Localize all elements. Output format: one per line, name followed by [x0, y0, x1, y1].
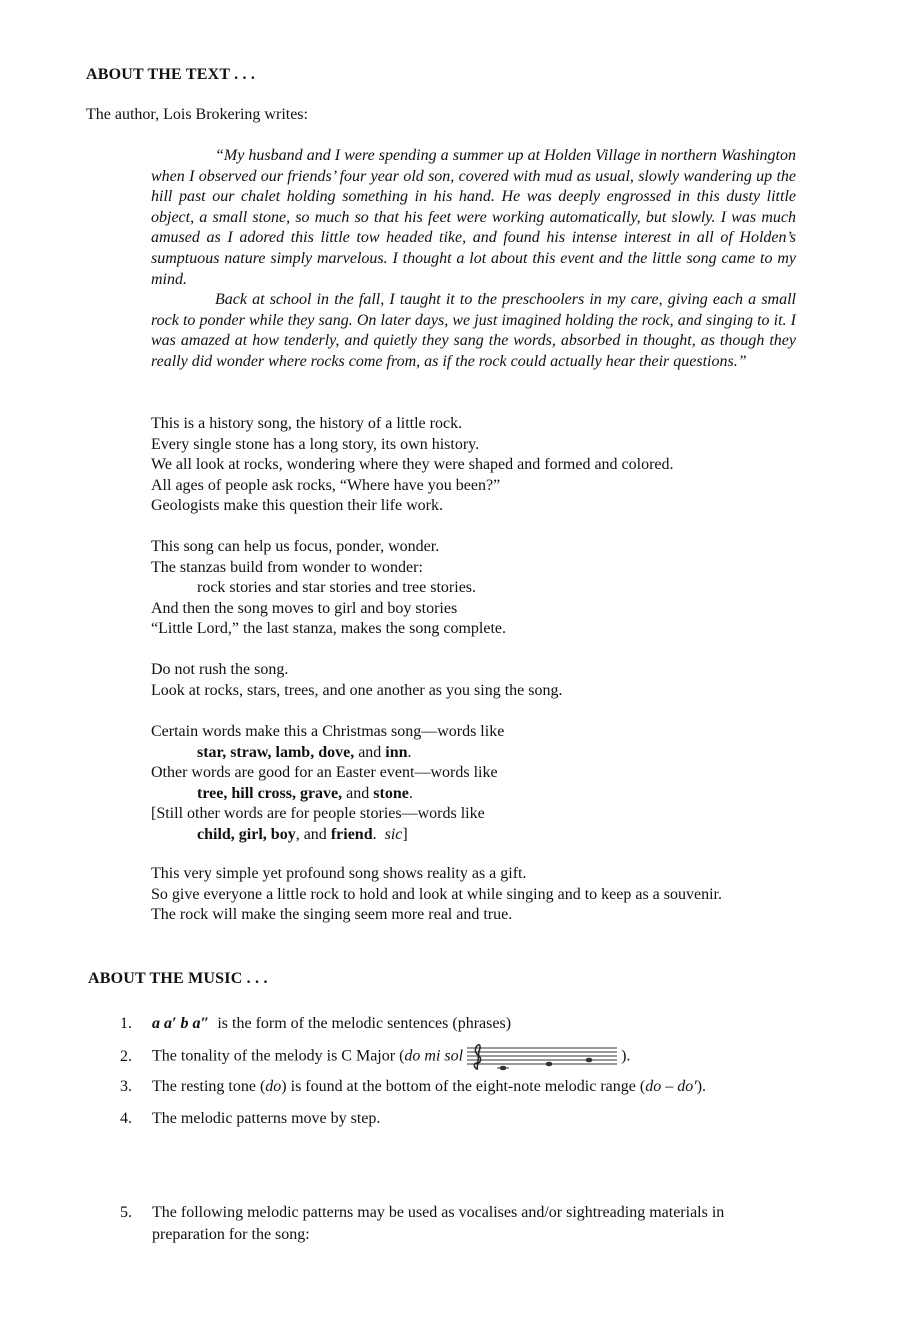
- list-item: [120, 1202, 820, 1246]
- easter-words-line: tree, hill cross, grave, and stone.: [197, 784, 413, 802]
- keyword: lamb: [275, 743, 311, 761]
- form-letters: a a′ b a″: [152, 1015, 210, 1032]
- quote-paragraph-1: “My husband and I were spending a summer up at Holden Village in northern Washington when I observed our friends’ four year old son, covered with mud as usual, slowly wandering up the hill past our chalet holding something in his hand. He was deeply engrossed in this dusty little object, a small stone, so much so that his feet were working automatically, but slowly. I was much amused as I adored this little tow headed tike, and found his intense interest in all of Holden’s sumptuous nature simply marvelous. I thought a lot about this event and the little song came to my mind.: [151, 147, 796, 288]
- people-words-line: child, girl, boy, and friend. sic]: [197, 825, 408, 843]
- stanza-words: [151, 722, 851, 846]
- item-text: ).: [696, 1078, 707, 1095]
- keyword: girl: [238, 825, 263, 843]
- stanza-wonder: [151, 537, 851, 640]
- keyword: star: [197, 743, 223, 761]
- item-text: The melodic patterns move by step.: [152, 1110, 381, 1127]
- text-line: Other words are good for an Easter event—words like: [151, 764, 498, 782]
- keyword: hill cross: [231, 784, 292, 802]
- stanza-history: [151, 414, 851, 517]
- treble-staff-svg: [465, 1043, 619, 1071]
- keyword: straw: [230, 743, 268, 761]
- conjunction: and: [358, 743, 382, 761]
- item-number: 1.: [120, 1015, 132, 1032]
- text-line: This is a history song, the history of a little rock.: [151, 415, 463, 432]
- item-number: 3.: [120, 1078, 132, 1095]
- keyword: tree: [197, 784, 224, 802]
- keyword: inn: [385, 743, 408, 761]
- text-line: “Little Lord,” the last stanza, makes the song complete.: [151, 620, 506, 638]
- item-number: 5.: [120, 1204, 132, 1221]
- text-line: The rock will make the singing seem more real and true.: [151, 906, 513, 924]
- solfege-text: do: [265, 1078, 282, 1095]
- stanza-pace: [151, 660, 851, 701]
- author-quote: [151, 146, 796, 373]
- text-line: Certain words make this a Christmas song—words like: [151, 723, 505, 740]
- text-line: The stanzas build from wonder to wonder:: [151, 558, 423, 576]
- item-text: ).: [621, 1047, 631, 1065]
- text-line: Every single stone has a long story, its own history.: [151, 435, 480, 453]
- text-line: This song can help us focus, ponder, wonder.: [151, 538, 440, 555]
- range-text: do – do′: [645, 1078, 697, 1095]
- keyword: boy: [270, 825, 296, 843]
- keyword: dove: [318, 743, 351, 761]
- list-item: [120, 1108, 820, 1130]
- item-text-continued: preparation for the song:: [152, 1226, 310, 1243]
- text-line: [Still other words are for people stories—words like: [151, 805, 485, 823]
- about-music-heading: ABOUT THE MUSIC . . .: [88, 970, 268, 987]
- stanza-gift: [151, 864, 851, 926]
- item-text: is the form of the melodic sentences (phrases): [217, 1015, 512, 1032]
- list-item: [120, 1076, 820, 1098]
- text-line: All ages of people ask rocks, “Where have you been?”: [151, 476, 501, 494]
- item-text: The following melodic patterns may be used as vocalises and/or sightreading materials in: [152, 1204, 725, 1221]
- intro-line: The author, Lois Brokering writes:: [86, 106, 308, 123]
- solfege-text: do mi sol: [404, 1047, 464, 1065]
- keyword: child: [197, 825, 231, 843]
- text-line: rock stories and star stories and tree stories.: [197, 579, 477, 597]
- text-line: So give everyone a little rock to hold and look at while singing and to keep as a souvenir.: [151, 885, 722, 903]
- sic-note: sic: [384, 825, 403, 843]
- item-number: 2.: [120, 1047, 132, 1065]
- text-line: This very simple yet profound song shows reality as a gift.: [151, 865, 527, 882]
- keyword: stone: [373, 784, 409, 802]
- text-line: Do not rush the song.: [151, 661, 289, 678]
- conjunction: and: [346, 784, 370, 802]
- text-line: And then the song moves to girl and boy stories: [151, 599, 458, 617]
- text-line: We all look at rocks, wondering where they were shaped and formed and colored.: [151, 456, 674, 474]
- item-text: The tonality of the melody is C Major (: [152, 1047, 405, 1065]
- close-bracket: ]: [402, 825, 408, 843]
- keyword: friend: [330, 825, 373, 843]
- keyword: grave: [299, 784, 339, 802]
- music-staff-icon: [465, 1043, 619, 1071]
- list-item: [120, 1043, 820, 1071]
- list-item: [120, 1013, 820, 1035]
- quote-paragraph-2: Back at school in the fall, I taught it to the preschoolers in my care, giving each a small rock to ponder while they sang. On later days, we just imagined holding the rock, and singing to it. I was amazed at how tenderly, and quietly they sang the words, absorbed in thought, as though they really did wonder where rocks come from, as if the rock could actually hear their questions.”: [151, 291, 796, 370]
- christmas-words-line: star, straw, lamb, dove, and inn.: [197, 743, 412, 761]
- item-text: The resting tone (: [152, 1078, 266, 1095]
- item-text: ) is found at the bottom of the eight-note melodic range (: [281, 1078, 646, 1095]
- about-text-heading: ABOUT THE TEXT . . .: [86, 66, 256, 83]
- text-line: Look at rocks, stars, trees, and one another as you sing the song.: [151, 681, 563, 699]
- text-line: Geologists make this question their life work.: [151, 497, 443, 515]
- item-number: 4.: [120, 1110, 132, 1127]
- conjunction: and: [303, 825, 327, 843]
